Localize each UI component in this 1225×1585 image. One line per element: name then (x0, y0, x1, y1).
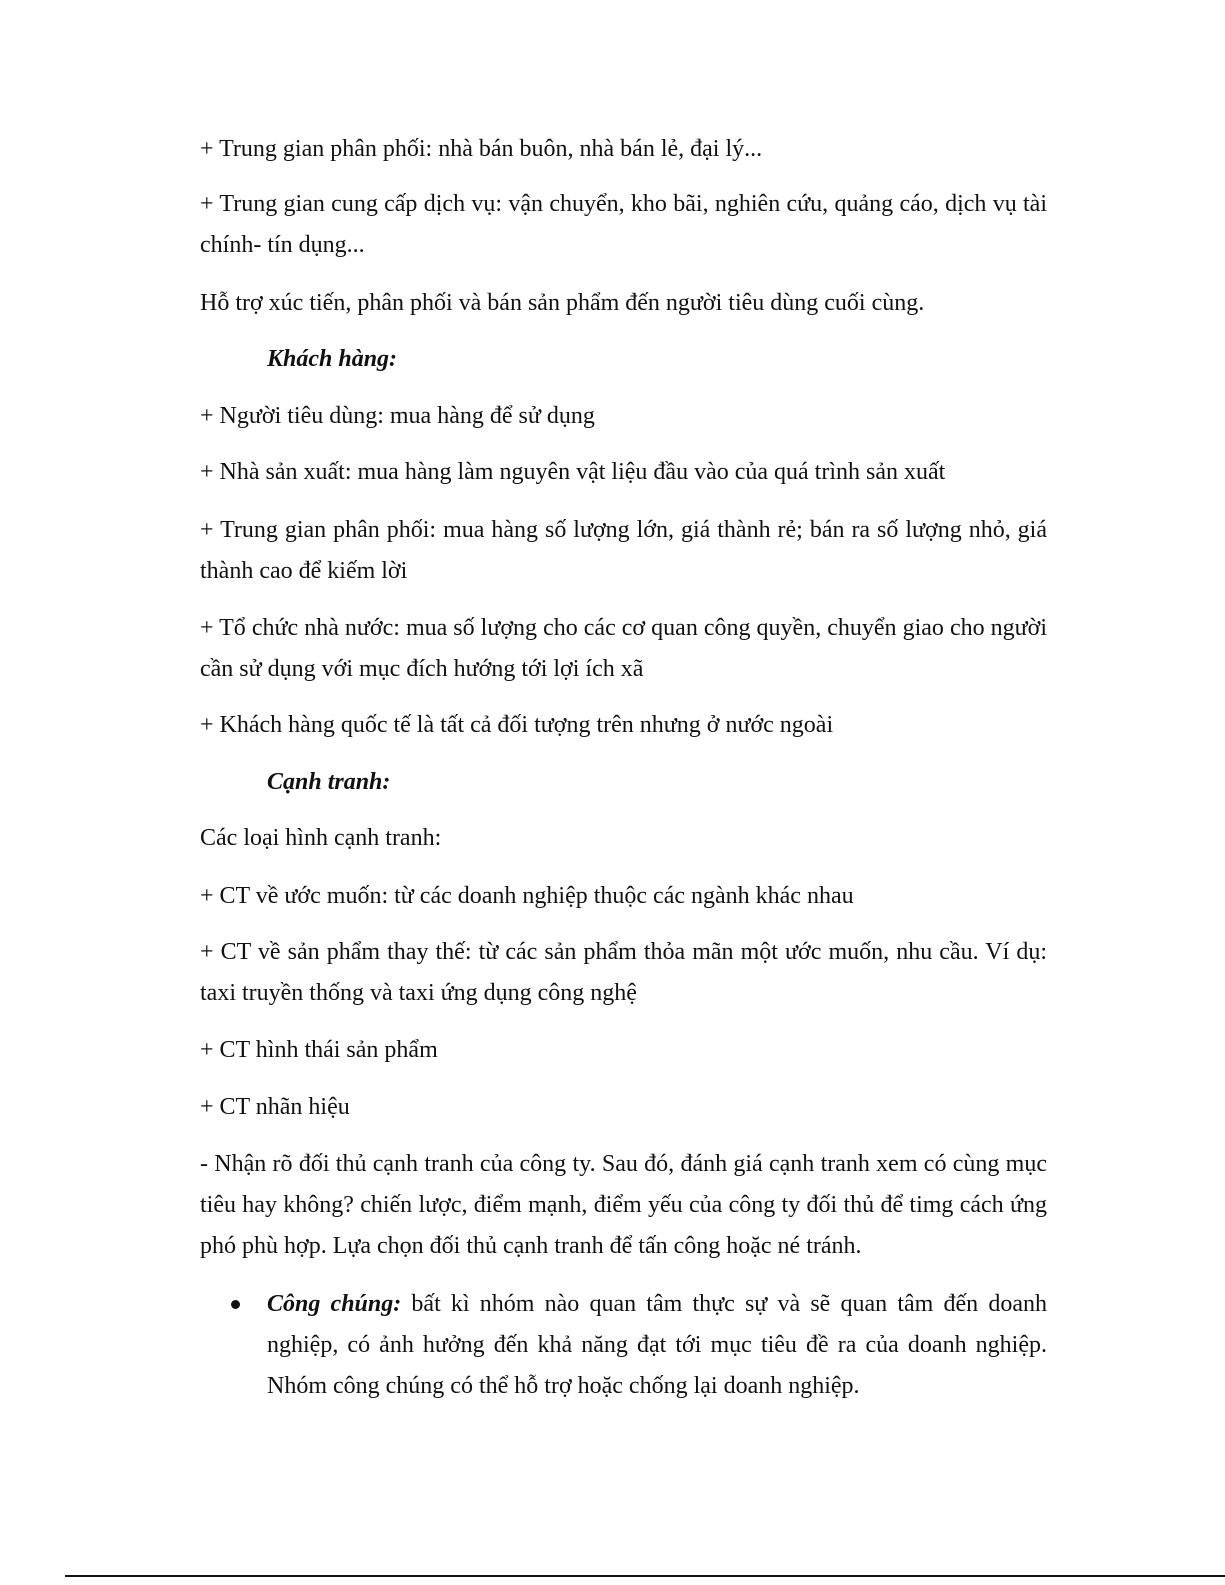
paragraph-product-form-competition: + CT hình thái sản phẩm (200, 1037, 438, 1063)
paragraph-producers: + Nhà sản xuất: mua hàng làm nguyên vật liệu đầu vào của quá trình sản xuất (200, 459, 946, 485)
heading-competition: Cạnh tranh: (267, 769, 391, 795)
paragraph-support-summary: Hỗ trợ xúc tiến, phân phối và bán sản phẩm đến người tiêu dùng cuối cùng. (200, 290, 925, 316)
paragraph-consumers: + Người tiêu dùng: mua hàng để sử dụng (200, 403, 595, 429)
paragraph-substitute-competition: + CT về sản phẩm thay thế: từ các sản phẩm thỏa mãn một ước muốn, nhu cầu. Ví dụ: taxi truyền thống và taxi ứng dụng công nghệ (200, 939, 1047, 1006)
heading-customers: Khách hàng: (267, 346, 398, 372)
page-bottom-rule (65, 1575, 1225, 1577)
paragraph-competition-types: Các loại hình cạnh tranh: (200, 825, 442, 851)
bullet-public-text: bất kì nhóm nào quan tâm thực sự và sẽ quan tâm đến doanh nghiệp, có ảnh hưởng đến khả năng đạt tới mục tiêu đề ra của doanh nghiệp. Nhóm công chúng có thể hỗ trợ hoặc chống lại doanh nghiệp. (267, 1291, 1048, 1399)
paragraph-distribution-intermediaries: + Trung gian phân phối: nhà bán buôn, nhà bán lẻ, đại lý... (200, 136, 763, 162)
bullet-public (267, 1284, 1047, 1407)
bullet-public-term: Công chúng: (267, 1291, 402, 1317)
paragraph-brand-competition: + CT nhãn hiệu (200, 1094, 350, 1120)
paragraph-desire-competition: + CT về ước muốn: từ các doanh nghiệp thuộc các ngành khác nhau (200, 883, 854, 909)
paragraph-competitor-analysis: - Nhận rõ đối thủ cạnh tranh của công ty. Sau đó, đánh giá cạnh tranh xem có cùng mục tiêu hay không? chiến lược, điểm mạnh, điểm yếu của công ty đối thủ để timg cách ứng phó phù hợp. Lựa chọn đối thủ cạnh tranh để tấn công hoặc né tránh. (200, 1151, 1047, 1259)
paragraph-international-customers: + Khách hàng quốc tế là tất cả đối tượng trên nhưng ở nước ngoài (200, 712, 834, 738)
paragraph-government-buyers: + Tổ chức nhà nước: mua số lượng cho các cơ quan công quyền, chuyển giao cho người cần sử dụng với mục đích hướng tới lợi ích xã (200, 615, 1047, 682)
paragraph-intermediary-buyers: + Trung gian phân phối: mua hàng số lượng lớn, giá thành rẻ; bán ra số lượng nhỏ, giá thành cao để kiếm lời (200, 517, 1047, 584)
paragraph-service-intermediaries: + Trung gian cung cấp dịch vụ: vận chuyển, kho bãi, nghiên cứu, quảng cáo, dịch vụ tài chính- tín dụng... (200, 191, 1047, 258)
bullet-dot (231, 1300, 240, 1309)
